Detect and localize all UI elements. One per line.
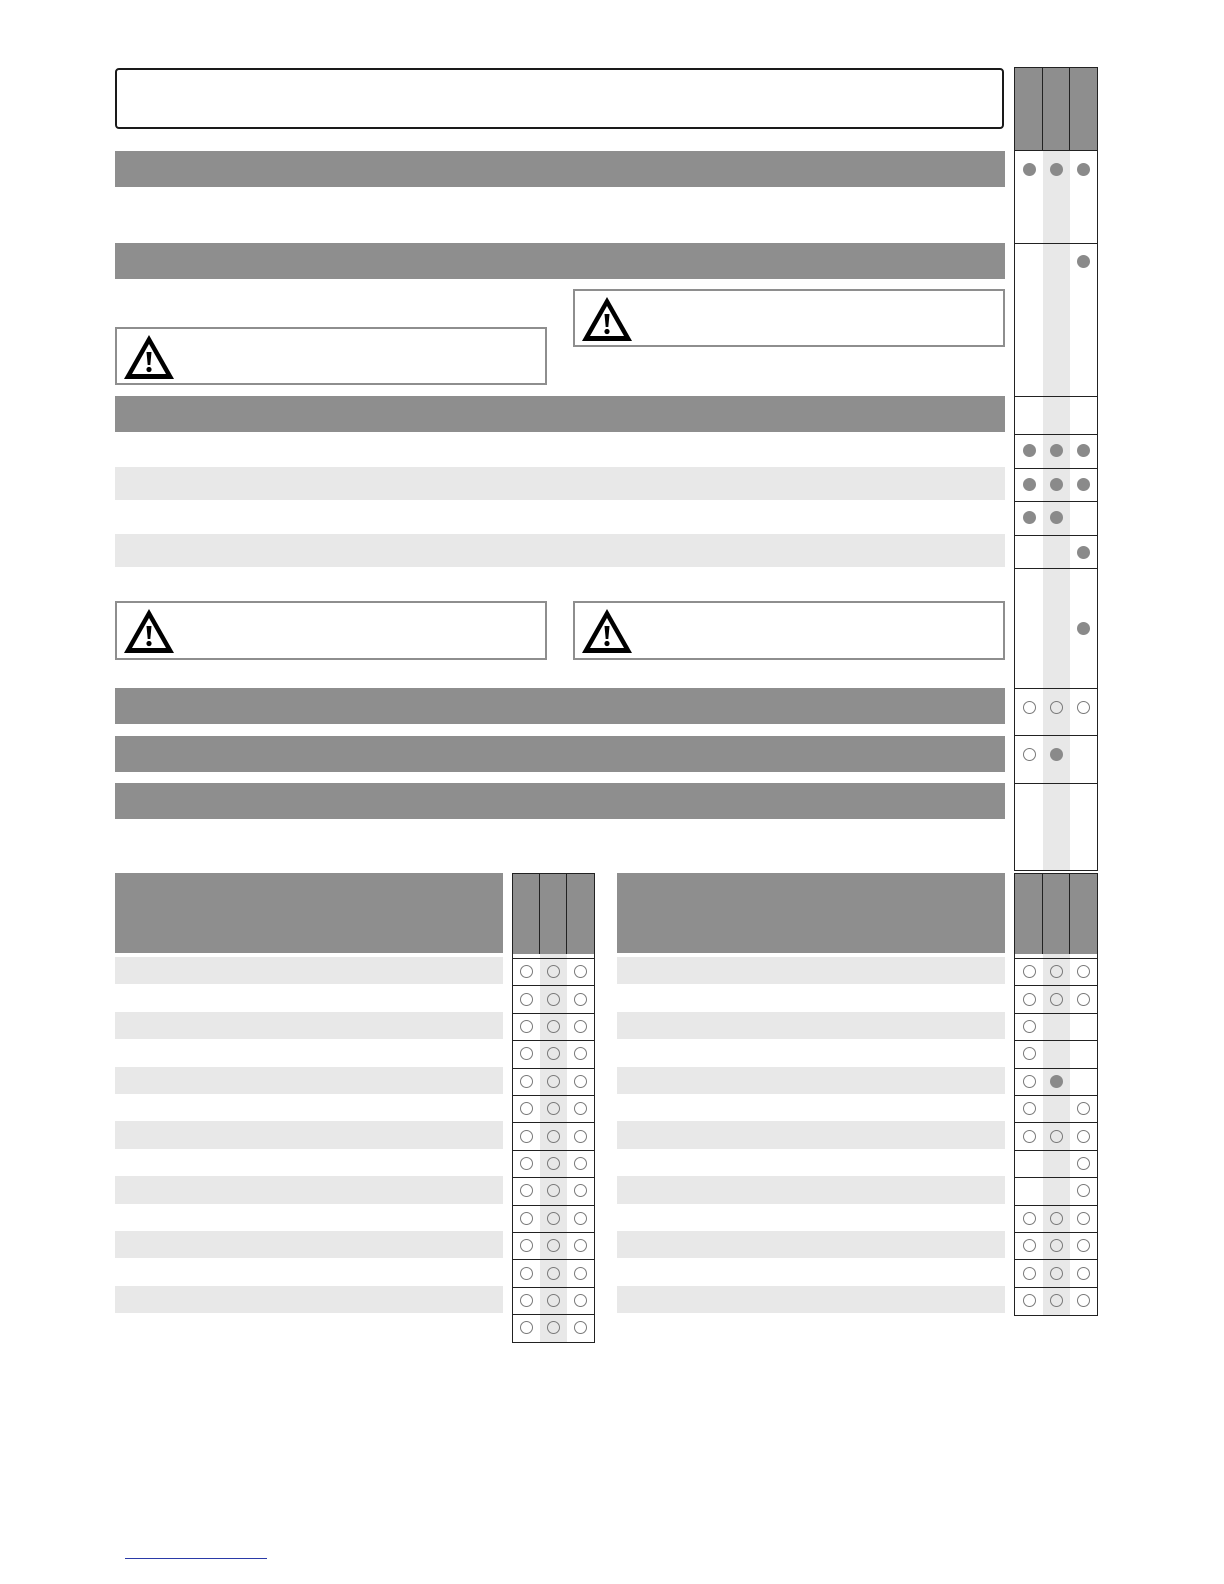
- open-dot-icon: [574, 1157, 587, 1170]
- open-dot-icon: [547, 1075, 560, 1088]
- open-dot-icon: [520, 1020, 533, 1033]
- open-dot-icon: [1023, 748, 1036, 761]
- left-table-header: [115, 873, 503, 953]
- filled-dot-icon: [1077, 478, 1090, 491]
- warning-triangle-icon: [121, 606, 177, 656]
- open-dot-icon: [574, 965, 587, 978]
- filled-dot-icon: [1050, 511, 1063, 524]
- matrix-row-divider: [513, 1040, 594, 1041]
- filled-dot-icon: [1077, 622, 1090, 635]
- filled-dot-icon: [1050, 444, 1063, 457]
- open-dot-icon: [574, 1047, 587, 1060]
- open-dot-icon: [1050, 1267, 1063, 1280]
- footer-link[interactable]: [125, 1558, 267, 1559]
- matrix-column-header: [513, 874, 594, 954]
- matrix-row-divider: [513, 958, 594, 959]
- open-dot-icon: [1023, 1239, 1036, 1252]
- open-dot-icon: [1050, 993, 1063, 1006]
- matrix-row-divider: [1015, 150, 1097, 151]
- warning-box: [115, 601, 547, 660]
- filled-dot-icon: [1077, 255, 1090, 268]
- filled-dot-icon: [1077, 163, 1090, 176]
- matrix-row-divider: [1015, 1205, 1097, 1206]
- matrix-column-divider: [566, 874, 567, 954]
- matrix-column-divider: [1069, 68, 1070, 150]
- open-dot-icon: [574, 1102, 587, 1115]
- matrix-column-divider: [1042, 874, 1043, 954]
- table-row: [617, 1067, 1005, 1094]
- warning-triangle-icon: [579, 294, 635, 344]
- matrix-row-divider: [1015, 1232, 1097, 1233]
- open-dot-icon: [547, 993, 560, 1006]
- open-dot-icon: [1077, 1130, 1090, 1143]
- open-dot-icon: [547, 1184, 560, 1197]
- striped-row: [115, 534, 1005, 567]
- open-dot-icon: [520, 1130, 533, 1143]
- open-dot-icon: [1077, 993, 1090, 1006]
- open-dot-icon: [547, 1321, 560, 1334]
- open-dot-icon: [574, 1321, 587, 1334]
- matrix-row-divider: [1015, 434, 1097, 435]
- filled-dot-icon: [1023, 163, 1036, 176]
- open-dot-icon: [1023, 1075, 1036, 1088]
- filled-dot-icon: [1023, 444, 1036, 457]
- filled-dot-icon: [1023, 478, 1036, 491]
- warning-box: [115, 327, 547, 385]
- open-dot-icon: [1077, 1157, 1090, 1170]
- right-table-header: [617, 873, 1005, 953]
- matrix-row-divider: [1015, 1287, 1097, 1288]
- warning-triangle-icon: [579, 606, 635, 656]
- filled-dot-icon: [1023, 511, 1036, 524]
- table-row: [617, 1176, 1005, 1203]
- table-row: [617, 1231, 1005, 1258]
- open-dot-icon: [547, 1294, 560, 1307]
- open-dot-icon: [1050, 701, 1063, 714]
- open-dot-icon: [547, 1212, 560, 1225]
- matrix-row-divider: [1015, 1259, 1097, 1260]
- open-dot-icon: [1077, 1102, 1090, 1115]
- table-row: [115, 957, 503, 984]
- open-dot-icon: [1050, 1294, 1063, 1307]
- matrix-row-divider: [1015, 1150, 1097, 1151]
- open-dot-icon: [1077, 1212, 1090, 1225]
- matrix-row-divider: [513, 1287, 594, 1288]
- open-dot-icon: [520, 993, 533, 1006]
- open-dot-icon: [1077, 1267, 1090, 1280]
- table-row: [115, 1231, 503, 1258]
- open-dot-icon: [520, 1157, 533, 1170]
- open-dot-icon: [1077, 965, 1090, 978]
- open-dot-icon: [574, 1212, 587, 1225]
- section-header-bar: [115, 783, 1005, 819]
- table-row: [617, 1012, 1005, 1039]
- matrix-row-divider: [1015, 958, 1097, 959]
- matrix-row-divider: [513, 1095, 594, 1096]
- section-header-bar: [115, 396, 1005, 432]
- filled-dot-icon: [1050, 748, 1063, 761]
- striped-row: [115, 467, 1005, 500]
- matrix-row-divider: [1015, 501, 1097, 502]
- open-dot-icon: [520, 1184, 533, 1197]
- open-dot-icon: [1023, 701, 1036, 714]
- matrix-row-divider: [513, 1259, 594, 1260]
- matrix-column-header: [1015, 68, 1097, 150]
- table-row: [115, 1176, 503, 1203]
- matrix-column-header: [1015, 874, 1097, 954]
- warning-box: [573, 289, 1005, 347]
- open-dot-icon: [547, 1047, 560, 1060]
- matrix-row-divider: [513, 1314, 594, 1315]
- open-dot-icon: [574, 1075, 587, 1088]
- open-dot-icon: [547, 1239, 560, 1252]
- table-row: [115, 1121, 503, 1148]
- warning-box: [573, 601, 1005, 660]
- matrix-row-divider: [1015, 396, 1097, 397]
- table-row: [115, 1286, 503, 1313]
- open-dot-icon: [520, 1075, 533, 1088]
- matrix-row-divider: [513, 1068, 594, 1069]
- matrix-row-divider: [1015, 1068, 1097, 1069]
- table-row: [617, 1121, 1005, 1148]
- open-dot-icon: [547, 1102, 560, 1115]
- open-dot-icon: [1050, 1212, 1063, 1225]
- open-dot-icon: [1050, 1130, 1063, 1143]
- open-dot-icon: [1077, 1239, 1090, 1252]
- open-dot-icon: [1023, 965, 1036, 978]
- matrix-column-divider: [539, 874, 540, 954]
- matrix-row-divider: [1015, 735, 1097, 736]
- open-dot-icon: [520, 965, 533, 978]
- open-dot-icon: [1023, 1130, 1036, 1143]
- open-dot-icon: [1050, 1239, 1063, 1252]
- open-dot-icon: [574, 993, 587, 1006]
- open-dot-icon: [574, 1294, 587, 1307]
- open-dot-icon: [574, 1020, 587, 1033]
- matrix-row-divider: [513, 1177, 594, 1178]
- open-dot-icon: [520, 1321, 533, 1334]
- left-table-matrix: [512, 873, 595, 1343]
- title-box: [115, 68, 1004, 129]
- matrix-row-divider: [513, 1122, 594, 1123]
- open-dot-icon: [1023, 1267, 1036, 1280]
- section-header-bar: [115, 688, 1005, 724]
- matrix-row-divider: [513, 1150, 594, 1151]
- matrix-row-divider: [513, 985, 594, 986]
- open-dot-icon: [520, 1102, 533, 1115]
- matrix-row-divider: [1015, 1095, 1097, 1096]
- open-dot-icon: [1023, 1212, 1036, 1225]
- matrix-row-divider: [513, 1205, 594, 1206]
- section-header-bar: [115, 151, 1005, 187]
- filled-dot-icon: [1077, 546, 1090, 559]
- open-dot-icon: [520, 1294, 533, 1307]
- open-dot-icon: [1077, 701, 1090, 714]
- open-dot-icon: [574, 1184, 587, 1197]
- open-dot-icon: [547, 1267, 560, 1280]
- open-dot-icon: [1023, 1294, 1036, 1307]
- open-dot-icon: [1023, 993, 1036, 1006]
- matrix-row-divider: [1015, 985, 1097, 986]
- matrix-row-divider: [513, 1232, 594, 1233]
- open-dot-icon: [520, 1212, 533, 1225]
- matrix-column-divider: [1069, 874, 1070, 954]
- matrix-row-divider: [1015, 783, 1097, 784]
- table-row: [115, 1012, 503, 1039]
- filled-dot-icon: [1050, 163, 1063, 176]
- open-dot-icon: [1077, 1184, 1090, 1197]
- table-row: [617, 1286, 1005, 1313]
- open-dot-icon: [520, 1047, 533, 1060]
- table-row: [115, 1067, 503, 1094]
- open-dot-icon: [1023, 1102, 1036, 1115]
- open-dot-icon: [547, 1130, 560, 1143]
- open-dot-icon: [574, 1130, 587, 1143]
- open-dot-icon: [1023, 1047, 1036, 1060]
- matrix-row-divider: [1015, 568, 1097, 569]
- matrix-row-divider: [1015, 243, 1097, 244]
- warning-triangle-icon: [121, 332, 177, 382]
- table-row: [617, 957, 1005, 984]
- section-header-bar: [115, 243, 1005, 279]
- matrix-row-divider: [1015, 688, 1097, 689]
- open-dot-icon: [547, 1157, 560, 1170]
- filled-dot-icon: [1077, 444, 1090, 457]
- section-header-bar: [115, 736, 1005, 772]
- open-dot-icon: [547, 965, 560, 978]
- open-dot-icon: [574, 1239, 587, 1252]
- matrix-row-divider: [1015, 1040, 1097, 1041]
- matrix-row-divider: [1015, 1013, 1097, 1014]
- open-dot-icon: [520, 1267, 533, 1280]
- top-compat-matrix: [1014, 67, 1098, 871]
- open-dot-icon: [520, 1239, 533, 1252]
- filled-dot-icon: [1050, 1075, 1063, 1088]
- open-dot-icon: [1023, 1020, 1036, 1033]
- open-dot-icon: [574, 1267, 587, 1280]
- matrix-row-divider: [1015, 1177, 1097, 1178]
- matrix-row-divider: [1015, 535, 1097, 536]
- matrix-row-divider: [513, 1013, 594, 1014]
- right-table-matrix: [1014, 873, 1098, 1316]
- matrix-row-divider: [1015, 1122, 1097, 1123]
- open-dot-icon: [547, 1020, 560, 1033]
- open-dot-icon: [1050, 965, 1063, 978]
- filled-dot-icon: [1050, 478, 1063, 491]
- matrix-column-divider: [1042, 68, 1043, 150]
- matrix-row-divider: [1015, 468, 1097, 469]
- open-dot-icon: [1077, 1294, 1090, 1307]
